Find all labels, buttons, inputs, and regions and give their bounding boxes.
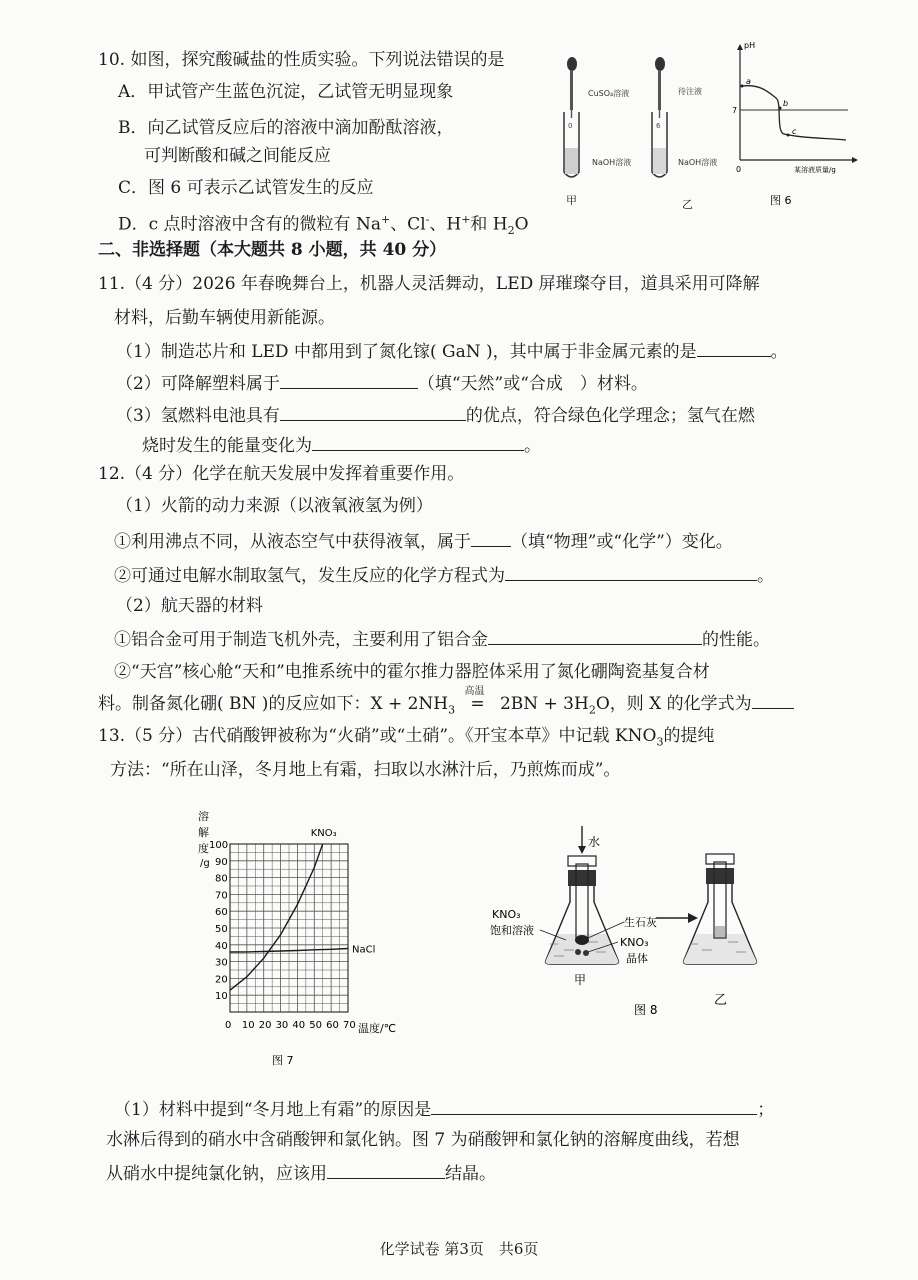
q12-blank-3[interactable] [488, 626, 702, 645]
y-tick-label: 60 [215, 907, 228, 919]
ph-origin: 0 [736, 165, 742, 174]
fig8-caption: 图 8 [634, 1003, 658, 1017]
q12-item3: ①铝合金可用于制造飞机外壳，主要利用了铝合金 的性能。 [114, 626, 770, 652]
label-yi: 乙 [682, 198, 693, 211]
q13-line2: 方法：“所在山泽，冬月地上有霜，扫取以水淋汁后，乃煎炼而成”。 [110, 760, 621, 780]
q11-part2: （2）可降解塑料属于 （填“天然”或“合成 ）材料。 [116, 370, 648, 396]
q11-blank-4[interactable] [312, 432, 524, 451]
q13-line-q2: 水淋后得到的硝水中含硝酸钾和氯化钠。图 7 为硝酸钾和氯化钠的溶解度曲线，若想 [106, 1130, 740, 1150]
y-tick-label: 20 [215, 974, 228, 986]
x-tick-label: 70 [343, 1020, 356, 1031]
y-tick-label: 90 [215, 856, 228, 868]
x-tick-label: 20 [258, 1020, 272, 1031]
label-water: 水 [588, 835, 601, 849]
q12-item2: ②可通过电解水制取氢气，发生反应的化学方程式为 。 [114, 562, 774, 588]
label-naoh-jia: NaOH溶液 [592, 158, 632, 167]
x-tick-label: 50 [309, 1020, 323, 1031]
q13-line1: 13.（5 分）古代硝酸钾被称为“火硝”或“土硝”。《开宝本草》中记载 $KNO_3$的提纯 [98, 726, 715, 749]
q11-line1: 11.（4 分）2026 年春晚舞台上，机器人灵活舞动，LED 屏璀璨夺目，道具采用可降解 [98, 274, 760, 294]
label-jia: 甲 [566, 194, 577, 207]
series-label: NaCl [352, 944, 376, 956]
q11-line2: 材料，后勤车辆使用新能源。 [114, 308, 335, 328]
figure-8 [488, 822, 788, 1022]
q11-part3: （3）氢燃料电池具有 的优点，符合绿色化学理念；氢气在燃 [116, 402, 755, 428]
fig7-caption: 图 7 [272, 1054, 294, 1067]
q13-part1: （1）材料中提到“冬月地上有霜”的原因是 ； [114, 1096, 774, 1122]
q13-blank-1[interactable] [431, 1096, 757, 1115]
x-tick-label: 60 [326, 1020, 339, 1031]
q11-part3-line2: 烧时发生的能量变化为 。 [142, 432, 541, 458]
label-naoh-yi: NaOH溶液 [678, 158, 718, 167]
x-tick-label: 10 [241, 1020, 255, 1031]
q10-stem: 10. 如图，探究酸碱盐的性质实验。下列说法错误的是 [98, 50, 505, 70]
y-tick-label: 50 [215, 924, 228, 935]
test-tube-jia [564, 57, 579, 177]
label-jia-fig8: 甲 [574, 973, 587, 987]
x-tick-label: 40 [292, 1020, 306, 1031]
section-2-heading: 二、非选择题（本大题共 8 小题，共 40 分） [98, 240, 447, 260]
q12-item4: ②“天宫”核心舱“天和”电推系统中的霍尔推力器腔体采用了氮化硼陶瓷基复合材 [114, 662, 710, 682]
y-axis-label-4: /g [200, 858, 210, 869]
point-b: b [783, 99, 789, 108]
q12-item4-line2: 料。制备氮化硼( BN )的反应如下：$X + 2NH_3$ 高温 = $2BN + 3H_2O$，则 X 的化学式为 [98, 690, 794, 722]
chart-grid [230, 844, 348, 1012]
label-yi-fig8: 乙 [714, 993, 728, 1008]
q12-blank-2[interactable] [505, 562, 757, 581]
q11-blank-1[interactable] [697, 338, 771, 357]
chart-ticks [209, 840, 356, 1031]
ph-seven: 7 [732, 106, 738, 115]
y-axis-label-1: 溶 [198, 810, 209, 823]
fig6-caption: 图 6 [770, 194, 792, 207]
q12-sub1: （1）火箭的动力来源（以液氧液氢为例） [116, 496, 433, 516]
q13-blank-2[interactable] [327, 1160, 445, 1179]
q12-line1: 12.（4 分）化学在航天发展中发挥着重要作用。 [98, 464, 465, 484]
label-daice: 待注液 [678, 87, 702, 96]
figure-6-group [556, 40, 866, 215]
flask-jia [546, 856, 619, 964]
test-tube-yi [652, 57, 667, 177]
q12-item1: ①利用沸点不同，从液态空气中获得液氧，属于 （填“物理”或“化学”）变化。 [114, 528, 733, 554]
label-kno3: KNO₃ [492, 908, 521, 921]
q12-blank-1[interactable] [471, 528, 511, 547]
label-cuso4: CuSO₄溶液 [588, 89, 630, 98]
flask-yi [684, 854, 757, 964]
q10-option-c: C．图 6 可表示乙试管发生的反应 [118, 178, 374, 198]
y-axis-label-3: 度 [198, 842, 209, 855]
q11-part1: （1）制造芯片和 LED 中都用到了氮化镓( GaN )，其中属于非金属元素的是 。 [116, 338, 788, 364]
point-c: c [792, 127, 797, 136]
svg-text:0: 0 [568, 122, 573, 130]
label-quicklime: 生石灰 [624, 916, 657, 929]
x-tick-label: 30 [275, 1020, 289, 1031]
svg-text:6: 6 [656, 122, 661, 130]
q12-sub2: （2）航天器的材料 [116, 596, 263, 616]
y-tick-label: 40 [215, 940, 228, 952]
q10-option-d: D．c 点时溶液中含有的微粒有 Na+、Cl-、H+和 $H_2O$ [118, 213, 529, 238]
series-label: KNO₃ [310, 828, 337, 839]
q10-option-b-line2: 可判断酸和碱之间能反应 [144, 146, 331, 166]
label-saturated: 饱和溶液 [490, 924, 534, 937]
label-crystal: 晶体 [626, 952, 648, 965]
page-footer: 化学试卷 第3页 共6页 [379, 1240, 539, 1258]
ph-chart [737, 44, 858, 163]
q13-line-q3: 从硝水中提纯氯化钠，应该用 结晶。 [106, 1160, 496, 1186]
y-tick-label: 100 [209, 840, 229, 851]
y-tick-label: 10 [215, 991, 228, 1003]
series-line-kno3 [230, 844, 323, 990]
x-axis-label: 温度/℃ [358, 1022, 397, 1035]
label-kno3-crystal: KNO₃ [620, 936, 649, 949]
y-tick-label: 70 [215, 890, 228, 902]
y-tick-label: 80 [215, 873, 228, 885]
q10-option-b-line1: B．向乙试管反应后的溶液中滴加酚酞溶液， [118, 118, 454, 138]
q12-blank-4[interactable] [752, 690, 794, 709]
q11-blank-2[interactable] [280, 370, 418, 389]
ph-axis-label: pH [744, 41, 756, 50]
x-tick-label: 0 [225, 1020, 232, 1031]
point-a: a [746, 77, 751, 86]
ph-x-label: 某溶液质量/g [794, 166, 836, 174]
q11-blank-3[interactable] [280, 402, 466, 421]
y-axis-label-2: 解 [198, 826, 209, 839]
q10-option-a: A．甲试管产生蓝色沉淀，乙试管无明显现象 [118, 82, 454, 102]
solubility-chart [190, 800, 410, 1070]
y-tick-label: 30 [215, 957, 228, 969]
